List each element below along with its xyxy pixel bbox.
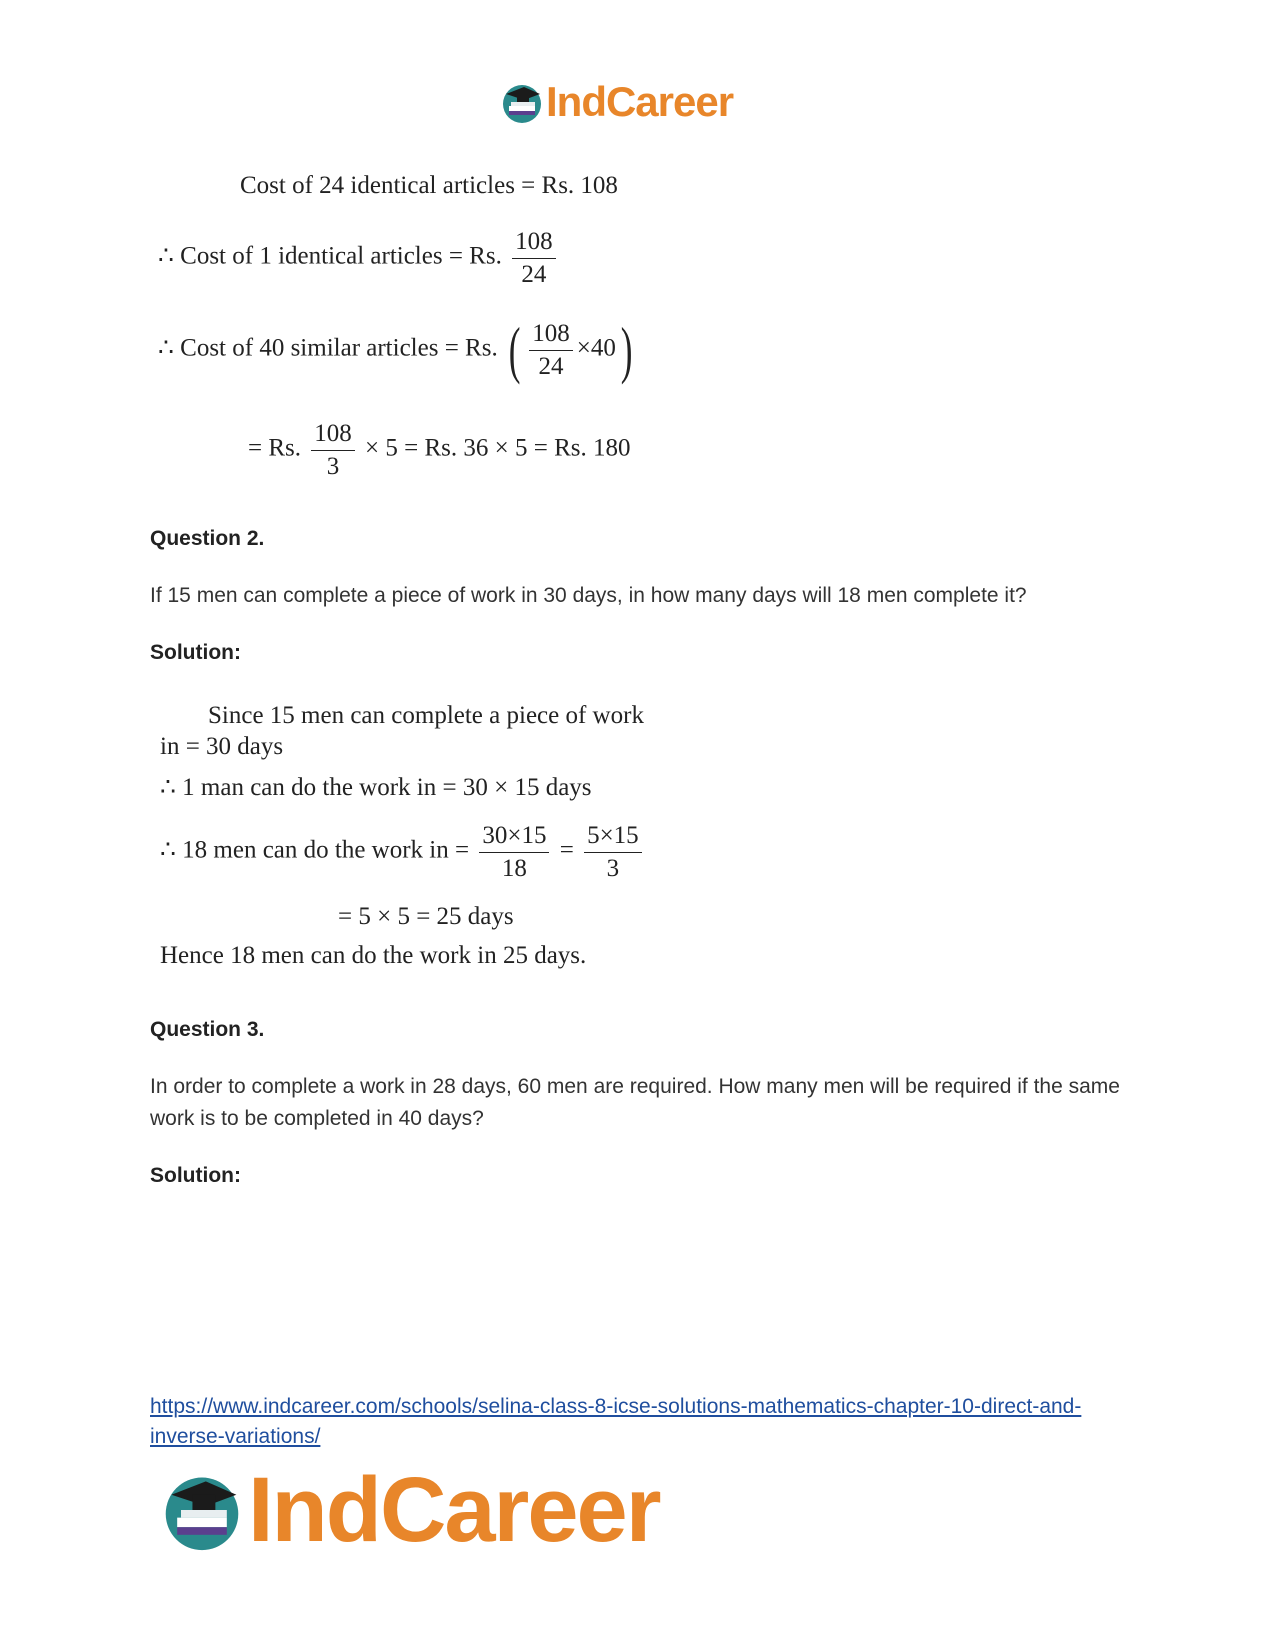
solution-label: Solution: — [150, 641, 241, 664]
graduation-book-icon — [160, 1468, 244, 1552]
math-text: ×40 — [576, 334, 616, 362]
left-paren: ( — [508, 314, 521, 385]
fraction — [512, 228, 556, 288]
math-line — [158, 314, 637, 385]
math-line — [158, 228, 560, 288]
math-text: = — [559, 836, 574, 864]
source-link[interactable]: https://www.indcareer.com/schools/selina-class-8-icse-solutions-mathematics-chapter-10-direct-and-inverse-variations/ — [150, 1395, 1082, 1448]
denominator: 3 — [606, 854, 620, 882]
indcareer-logo-bottom — [160, 1458, 660, 1561]
question-text: If 15 men can complete a piece of work in 30 days, in how many days will 18 men complete it? — [150, 584, 1027, 607]
logo-text: IndCareer — [248, 1458, 660, 1561]
math-text: ∴ 18 men can do the work in = — [160, 836, 470, 864]
question-heading: Question 2. — [150, 527, 265, 550]
question-heading: Question 3. — [150, 1018, 265, 1041]
math-text: = Rs. — [248, 434, 302, 462]
denominator: 24 — [521, 260, 547, 288]
math-line — [160, 822, 646, 882]
numerator: 30×15 — [479, 822, 549, 853]
math-line: Hence 18 men can do the work in 25 days. — [160, 942, 587, 969]
math-line: in = 30 days — [160, 733, 284, 760]
denominator: 24 — [538, 352, 564, 380]
fraction — [584, 822, 642, 882]
logo-text: IndCareer — [546, 78, 734, 125]
math-line — [248, 420, 630, 480]
math-line: ∴ 1 man can do the work in = 30 × 15 days — [160, 774, 592, 801]
solution-label: Solution: — [150, 1164, 241, 1187]
denominator: 3 — [326, 452, 340, 480]
numerator: 108 — [529, 320, 573, 351]
numerator: 5×15 — [584, 822, 642, 853]
fraction — [311, 420, 355, 480]
math-text: ∴ Cost of 1 identical articles = Rs. — [158, 242, 502, 270]
math-line: = 5 × 5 = 25 days — [338, 903, 514, 930]
math-text: × 5 = Rs. 36 × 5 = Rs. 180 — [365, 434, 631, 462]
math-line: Since 15 men can complete a piece of work — [208, 702, 644, 729]
fraction — [479, 822, 549, 882]
numerator: 108 — [311, 420, 355, 451]
graduation-book-icon — [500, 80, 544, 124]
fraction — [529, 320, 573, 380]
right-paren: ) — [620, 314, 633, 385]
denominator: 18 — [501, 854, 527, 882]
math-text: ∴ Cost of 40 similar articles = Rs. — [158, 334, 498, 362]
question-text: In order to complete a work in 28 days, 60 men are required. How many men will be required if the same work is to be completed in 40 days? — [150, 1075, 1120, 1130]
math-line: Cost of 24 identical articles = Rs. 108 — [240, 172, 618, 199]
indcareer-logo-top — [500, 78, 733, 126]
numerator: 108 — [512, 228, 556, 259]
